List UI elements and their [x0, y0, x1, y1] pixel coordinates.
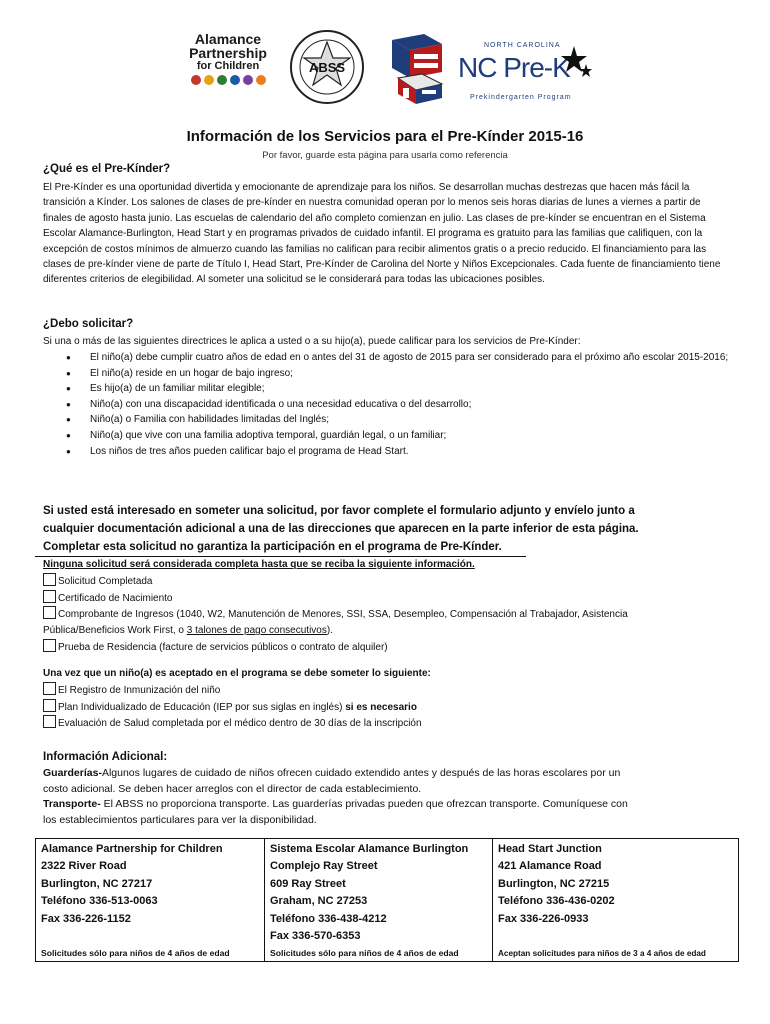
contact-line: 421 Alamance Road	[498, 860, 602, 873]
section-heading-what-is: ¿Qué es el Pre-Kínder?	[43, 163, 171, 175]
header-logos	[178, 26, 590, 106]
checkbox[interactable]	[43, 715, 56, 728]
contact-cell-head-start	[493, 839, 736, 961]
pay-stubs-text: 3 talones de pago consecutivos	[186, 625, 327, 637]
contact-note: Solicitudes sólo para niños de 4 años de edad	[270, 948, 459, 958]
abss-seal-logo	[286, 28, 368, 111]
checkbox[interactable]	[43, 590, 56, 603]
contact-line: Teléfono 336-438-4212	[270, 912, 387, 925]
abss-seal-text: ABSS	[308, 60, 346, 75]
notice-line: Si usted está interesado en someter una solicitud, por favor complete el formulario adjunto y envíelo junto a	[43, 505, 635, 517]
page-subtitle: Por favor, guarde esta página para usarla como referencia	[262, 150, 508, 161]
children-icons	[178, 75, 278, 85]
eligibility-list	[43, 350, 733, 459]
contact-cell-apfc	[36, 839, 265, 961]
list-item: ● Niño(a) o Familia con habilidades limitadas del Inglés;	[43, 412, 733, 428]
stars-icon	[556, 44, 592, 84]
section-heading-additional: Información Adicional:	[43, 751, 168, 763]
checklist-heading: Una vez que un niño(a) es aceptado en el programa se debe someter lo siguiente:	[43, 668, 431, 679]
logo-text-line: Partnership	[189, 45, 267, 61]
contact-line: Complejo Ray Street	[270, 860, 378, 873]
checklist-label: Plan Individualizado de Educación (IEP por sus siglas en inglés)	[58, 701, 346, 713]
checklist-item	[43, 639, 733, 656]
contacts-table	[35, 838, 739, 962]
apply-notice	[43, 502, 733, 556]
checklist-label: Evaluación de Salud completada por el médico dentro de 30 días de la inscripción	[58, 718, 422, 730]
checklist-label-emphasis: si es necesario	[345, 701, 417, 713]
checkbox[interactable]	[43, 639, 56, 652]
section-heading-should-apply: ¿Debo solicitar?	[43, 318, 134, 330]
contact-line: Sistema Escolar Alamance Burlington	[270, 843, 469, 855]
required-documents-checklist	[43, 557, 733, 656]
checklist-heading: Ninguna solicitud será considerada completa hasta que se reciba la siguiente información.	[43, 559, 475, 570]
contact-cell-abss	[265, 839, 493, 961]
daycare-text: costo adicional. Se deben hacer arreglos con el director de cada establecimiento.	[43, 782, 422, 795]
contact-line: Teléfono 336-513-0063	[41, 895, 158, 908]
additional-info	[43, 750, 733, 829]
checklist-label: Solicitud Completada	[58, 575, 153, 587]
checklist-label: ).	[326, 625, 333, 637]
post-acceptance-checklist	[43, 666, 733, 732]
notice-line: Completar esta solicitud no garantiza la participación en el programa de Pre-Kínder.	[43, 541, 502, 553]
checklist-label: Comprobante de Ingresos (1040, W2, Manutención de Menores, SSI, SSA, Desempleo, Compensación al Trabajador, Asistencia	[58, 609, 628, 621]
checkbox[interactable]	[43, 573, 56, 586]
checklist-item	[43, 715, 733, 732]
list-item: ● El niño(a) debe cumplir cuatro años de edad en o antes del 31 de agosto de 2015 para ser considerado para el próximo año escolar 2015-2016;	[43, 350, 733, 366]
daycare-text: Algunos lugares de cuidado de niños ofrecen cuidado extendido antes y después de las horas escolares por un	[101, 766, 621, 779]
contact-line: Burlington, NC 27215	[498, 877, 610, 890]
list-item: ● Niño(a) que vive con una familia adoptiva temporal, guardián legal, o un familiar;	[43, 428, 733, 444]
checklist-item	[43, 606, 733, 623]
nc-prek-top-text: NORTH CAROLINA	[484, 42, 561, 49]
checklist-item	[43, 573, 733, 590]
contact-line: Fax 336-226-1152	[41, 912, 131, 925]
transport-text: los establecimientos particulares para ver la disponibilidad.	[43, 814, 317, 827]
nc-prek-subtitle: Prekindergarten Program	[470, 94, 572, 101]
contact-line: Fax 336-570-6353	[270, 930, 361, 943]
contact-line: Head Start Junction	[498, 843, 602, 855]
page-title: Información de los Servicios para el Pre-Kínder 2015-16	[186, 128, 584, 145]
contact-line: 2322 River Road	[41, 860, 127, 873]
alamance-partnership-logo	[178, 32, 278, 102]
daycare-info	[43, 766, 733, 782]
transport-text: El ABSS no proporciona transporte. Las guarderías privadas pueden que ofrezcan transporte. Comuníquese con	[100, 798, 628, 811]
contact-note: Aceptan solicitudes para niños de 3 a 4 años de edad	[498, 949, 706, 958]
checklist-label: Certificado de Nacimiento	[58, 592, 173, 604]
paragraph: Si una o más de las siguientes directrices le aplica a usted o a su hijo(a), puede calificar para los servicios de Pre-Kínder:	[43, 336, 581, 347]
nc-prek-main-text: NC Pre-K	[458, 52, 570, 83]
contact-line: Alamance Partnership for Children	[41, 843, 223, 855]
logo-text-line: for Children	[196, 60, 260, 72]
contact-line: Fax 336-226-0933	[498, 912, 589, 925]
contact-note: Solicitudes sólo para niños de 4 años de edad	[41, 948, 230, 958]
contact-line: Teléfono 336-436-0202	[498, 895, 615, 908]
paragraph: El Pre-Kínder es una oportunidad divertida y emocionante de aprendizaje para los niños. Se desarrollan muchas destrezas que hacen más fácil la transición a Kínder. Los salones de clases de pre-kínder en nuestra comunidad operan por lo menos seis horas diarias de lunes a viernes a partir de finales de agosto hasta junio. Las escuelas de calendario del año completo comienzan en julio. Las clases de pre-kínder se encuentran en el Sistema Escolar Alamance-Burlington, Head Start y en programas privados de cuidado infantil. El programa es gratuito para las familias que califiquen, con la excepción de costos mínimos de almuerzo cuando las familias no califican para recibir alimentos gratis o a precio reducido. El financiamiento para las clases de pre-kínder viene de parte de Título I, Head Start, Pre-Kínder de Carolina del Norte y Niños Excepcionales. Cada fuente de financiamiento tiene diferentes criterios de elegibilidad. Al someter una solicitud se le considerará para todas las ubicaciones posibles.	[43, 182, 721, 286]
checklist-item	[43, 682, 733, 699]
transport-info	[43, 797, 733, 813]
contact-line: 609 Ray Street	[270, 877, 346, 890]
section-body-what-is	[43, 180, 729, 288]
list-item: ● Los niños de tres años pueden calificar bajo el programa de Head Start.	[43, 444, 733, 460]
checklist-item	[43, 699, 733, 716]
notice-line: cualquier documentación adicional a una de las direcciones que aparecen en la parte inferior de esta página.	[43, 523, 639, 535]
list-item: ● Niño(a) con una discapacidad identificada o una necesidad educativa o del desarrollo;	[43, 397, 733, 413]
checklist-item	[43, 590, 733, 607]
checklist-label: Pública/Beneficios Work First, o	[43, 625, 187, 637]
section-intro-should-apply	[43, 334, 729, 349]
checkbox[interactable]	[43, 699, 56, 712]
checklist-label: Prueba de Residencia (facture de servicios públicos o contrato de alquiler)	[58, 641, 388, 653]
list-item: ● El niño(a) reside en un hogar de bajo ingreso;	[43, 366, 733, 382]
contact-line: Graham, NC 27253	[270, 895, 368, 908]
logo-text-line: Alamance	[194, 31, 262, 47]
transport-label: Transporte-	[43, 798, 101, 811]
flag-blocks-logo	[386, 30, 452, 111]
nc-prek-logo	[452, 36, 592, 106]
checkbox[interactable]	[43, 606, 56, 619]
checkbox[interactable]	[43, 682, 56, 695]
checklist-label: El Registro de Inmunización del niño	[58, 684, 221, 696]
contact-line: Burlington, NC 27217	[41, 877, 153, 890]
daycare-label: Guarderías-	[43, 766, 102, 779]
checklist-item-continued	[43, 623, 733, 639]
list-item: ● Es hijo(a) de un familiar militar elegible;	[43, 381, 733, 397]
